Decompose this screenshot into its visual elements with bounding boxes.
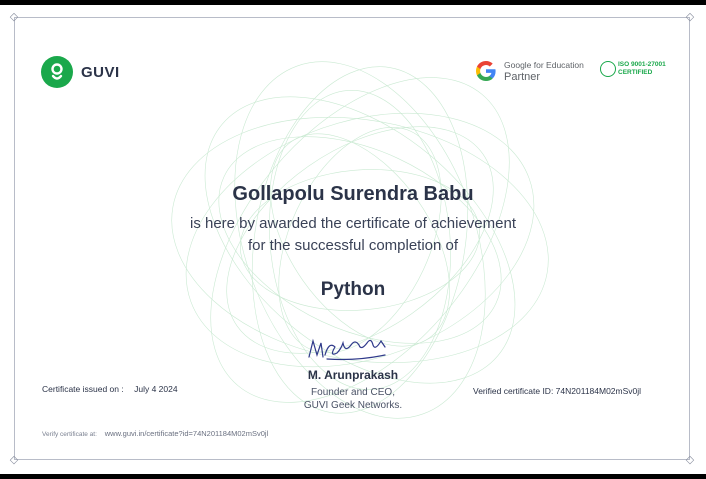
corner-ornament-icon: ◇ bbox=[9, 454, 19, 466]
corner-ornament-icon: ◇ bbox=[685, 11, 695, 23]
guvi-logo bbox=[41, 56, 120, 88]
corner-ornament-icon: ◇ bbox=[685, 454, 695, 466]
course-name: Python bbox=[320, 279, 386, 300]
issued-date: July 4 2024 bbox=[134, 384, 178, 394]
verify-block bbox=[42, 429, 268, 438]
signatory-title: Founder and CEO, bbox=[311, 387, 395, 398]
iso-certified-label: CERTIFIED bbox=[618, 69, 653, 76]
recipient-name: Gollapolu Surendra Babu bbox=[232, 183, 474, 205]
iso-badge-icon bbox=[600, 61, 616, 77]
award-statement: is here by awarded the certificate of achievement bbox=[189, 215, 516, 232]
verify-link[interactable]: www.guvi.in/certificate?id=74N201184M02mSv0jl bbox=[104, 429, 269, 438]
completion-statement: for the successful completion of bbox=[247, 237, 459, 254]
issue-date-block bbox=[42, 384, 178, 394]
google-g-icon bbox=[474, 59, 498, 83]
signatory-organization: GUVI Geek Networks. bbox=[303, 400, 403, 411]
issued-label: Certificate issued on : bbox=[42, 384, 124, 394]
guvi-logo-icon bbox=[41, 56, 73, 88]
signature-icon bbox=[305, 331, 405, 365]
signatory-name: M. Arunprakash bbox=[307, 368, 399, 382]
partner-label: Partner bbox=[504, 71, 541, 83]
partner-program-label: Google for Education bbox=[504, 60, 584, 70]
brand-name: GUVI bbox=[81, 63, 120, 81]
certificate bbox=[0, 5, 706, 474]
corner-ornament-icon: ◇ bbox=[9, 11, 19, 23]
verify-label: Verify certificate at: bbox=[42, 431, 97, 438]
verified-certificate-id: Verified certificate ID: 74N201184M02mSv0jl bbox=[473, 386, 642, 396]
google-partner-badge bbox=[474, 59, 584, 83]
iso-certification bbox=[600, 61, 666, 77]
iso-standard-label: ISO 9001-27001 bbox=[618, 61, 666, 68]
